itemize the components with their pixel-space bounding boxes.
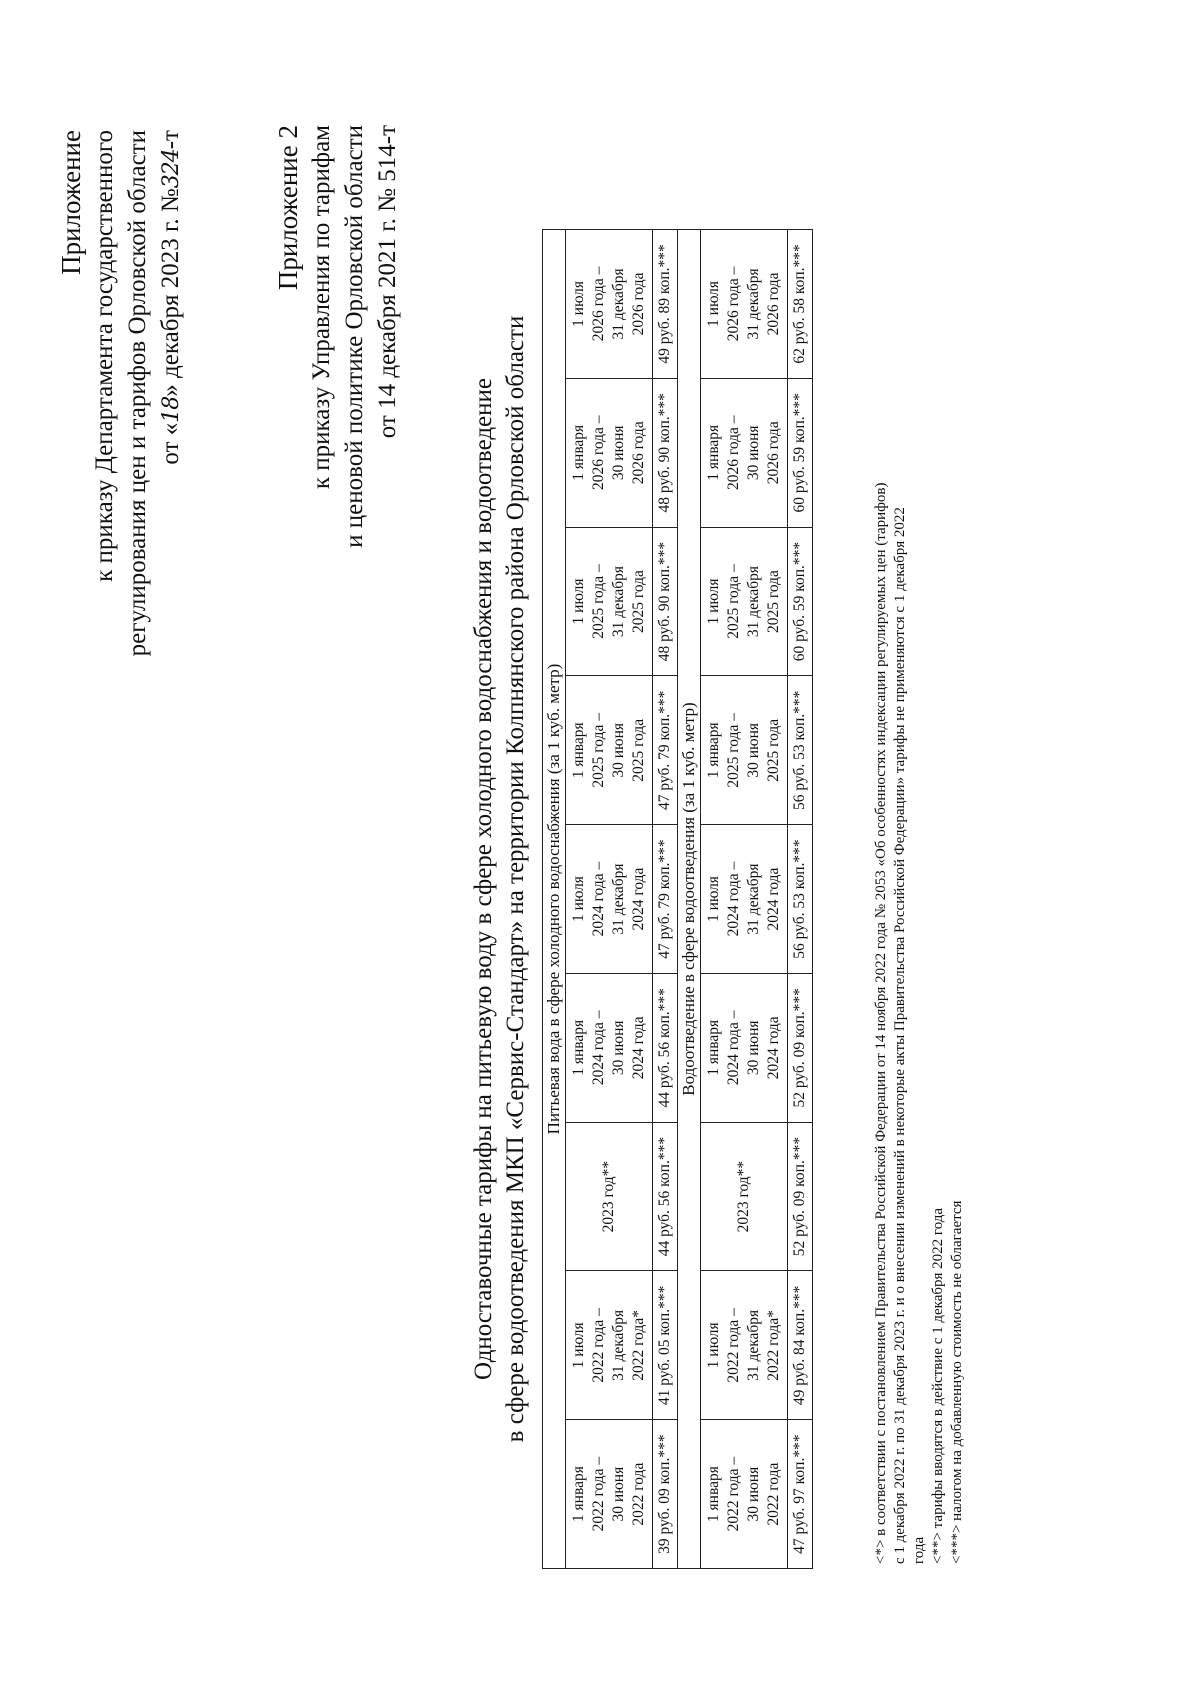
appendix-2-header (272, 125, 404, 548)
period-cell: 1 июля 2025 года – 31 декабря 2025 года (701, 527, 788, 676)
period-cell: 1 июля 2022 года – 31 декабря 2022 года* (566, 1271, 653, 1420)
tariff-value-cell: 47 руб. 79 коп.*** (653, 676, 678, 825)
appendix-2-title: Приложение 2 (273, 125, 303, 291)
period-cell: 1 июля 2026 года – 31 декабря 2026 года (566, 230, 653, 379)
period-cell: 1 июля 2024 года – 31 декабря 2024 года (701, 825, 788, 974)
appendix-header (55, 130, 188, 656)
tariff-value-cell: 39 руб. 09 коп.*** (653, 1420, 678, 1569)
tariff-value-cell: 49 руб. 84 коп.*** (788, 1271, 813, 1420)
tariff-value-cell: 44 руб. 56 коп.*** (653, 973, 678, 1122)
tariff-value-cell: 48 руб. 90 коп.*** (653, 527, 678, 676)
period-cell: 1 января 2024 года – 30 июня 2024 года (566, 973, 653, 1122)
tariff-value-cell: 47 руб. 97 коп.*** (788, 1420, 813, 1569)
tariff-value-cell: 41 руб. 05 коп.*** (653, 1271, 678, 1420)
tariff-value-cell: 52 руб. 09 коп.*** (788, 973, 813, 1122)
sewer-periods-row (701, 230, 788, 1569)
sewer-section-heading: Водоотведение в сфере водоотведения (за 1 куб. метр) (678, 230, 701, 1569)
period-cell: 1 июля 2024 года – 31 декабря 2024 года (566, 825, 653, 974)
appendix-2-department-line: и ценовой политике Орловской области (341, 125, 368, 548)
tariff-value-cell: 44 руб. 56 коп.*** (653, 1122, 678, 1271)
footnote-1-line-2: с 1 декабря 2022 г. по 31 декабря 2023 г. и о внесении изменений в некоторые акты Правительства Российской Федерации» тарифы не применяются с 1 декабря 2022 (892, 507, 908, 1564)
document-title (468, 214, 532, 1544)
handwritten-number: 324 (159, 149, 184, 189)
title-line-2: в сфере водоотведения МКП «Сервис-Стандарт» на территории Колпнянского района Орловской области (502, 315, 529, 1443)
period-cell: 1 января 2026 года – 30 июня 2026 года (701, 378, 788, 527)
tariff-value-cell: 56 руб. 53 коп.*** (788, 676, 813, 825)
period-cell: 2023 год** (701, 1122, 788, 1271)
footnote-1-line-1: <*> в соответствии с постановлением Правительства Российской Федерации от 14 ноября 2022 года № 2053 «Об особенностях индексации регулируемых цен (тарифов) (873, 482, 889, 1564)
period-cell: 1 января 2024 года – 30 июня 2024 года (701, 973, 788, 1122)
water-values-row (653, 230, 678, 1569)
period-cell: 1 июля 2022 года – 31 декабря 2022 года* (701, 1271, 788, 1420)
period-cell: 1 июля 2025 года – 31 декабря 2025 года (566, 527, 653, 676)
appendix-department-line: регулирования цен и тарифов Орловской области (124, 130, 151, 657)
tariff-value-cell: 56 руб. 53 коп.*** (788, 825, 813, 974)
footnote-3: <***> налогом на добавленную стоимость не облагается (949, 1200, 965, 1564)
period-cell: 1 января 2022 года – 30 июня 2022 года (701, 1420, 788, 1569)
sewer-values-row (788, 230, 813, 1569)
tariff-value-cell: 49 руб. 89 коп.*** (653, 230, 678, 379)
appendix-date-line: от «18» декабря 2023 г. №324-т (157, 130, 184, 465)
appendix-2-order-line: к приказу Управления по тарифам (308, 125, 335, 490)
tariff-value-cell: 52 руб. 09 коп.*** (788, 1122, 813, 1271)
period-cell: 2023 год** (566, 1122, 653, 1271)
period-cell: 1 января 2025 года – 30 июня 2025 года (701, 676, 788, 825)
period-cell: 1 января 2025 года – 30 июня 2025 года (566, 676, 653, 825)
footnote-1-line-3: года (911, 1536, 927, 1564)
footnotes (872, 204, 967, 1564)
footnote-2: <**> тарифы вводятся в действие с 1 декабря 2022 года (930, 1207, 946, 1564)
tariff-table (542, 229, 813, 1569)
appendix-title: Приложение (56, 130, 86, 275)
water-section-heading: Питьевая вода в сфере холодного водоснабжения (за 1 куб. метр) (543, 230, 566, 1569)
tariff-value-cell: 62 руб. 58 коп.*** (788, 230, 813, 379)
handwritten-day: 18 (159, 396, 184, 423)
appendix-order-line: к приказу Департамента государственного (91, 130, 118, 582)
title-line-1: Одноставочные тарифы на питьевую воду в сфере холодного водоснабжения и водоотведение (470, 377, 497, 1381)
appendix-2-date-line: от 14 декабря 2021 г. № 514-т (374, 125, 401, 439)
period-cell: 1 июля 2026 года – 31 декабря 2026 года (701, 230, 788, 379)
period-cell: 1 января 2022 года – 30 июня 2022 года (566, 1420, 653, 1569)
tariff-value-cell: 48 руб. 90 коп.*** (653, 378, 678, 527)
water-periods-row (566, 230, 653, 1569)
period-cell: 1 января 2026 года – 30 июня 2026 года (566, 378, 653, 527)
tariff-value-cell: 47 руб. 79 коп.*** (653, 825, 678, 974)
tariff-value-cell: 60 руб. 59 коп.*** (788, 527, 813, 676)
tariff-value-cell: 60 руб. 59 коп.*** (788, 378, 813, 527)
